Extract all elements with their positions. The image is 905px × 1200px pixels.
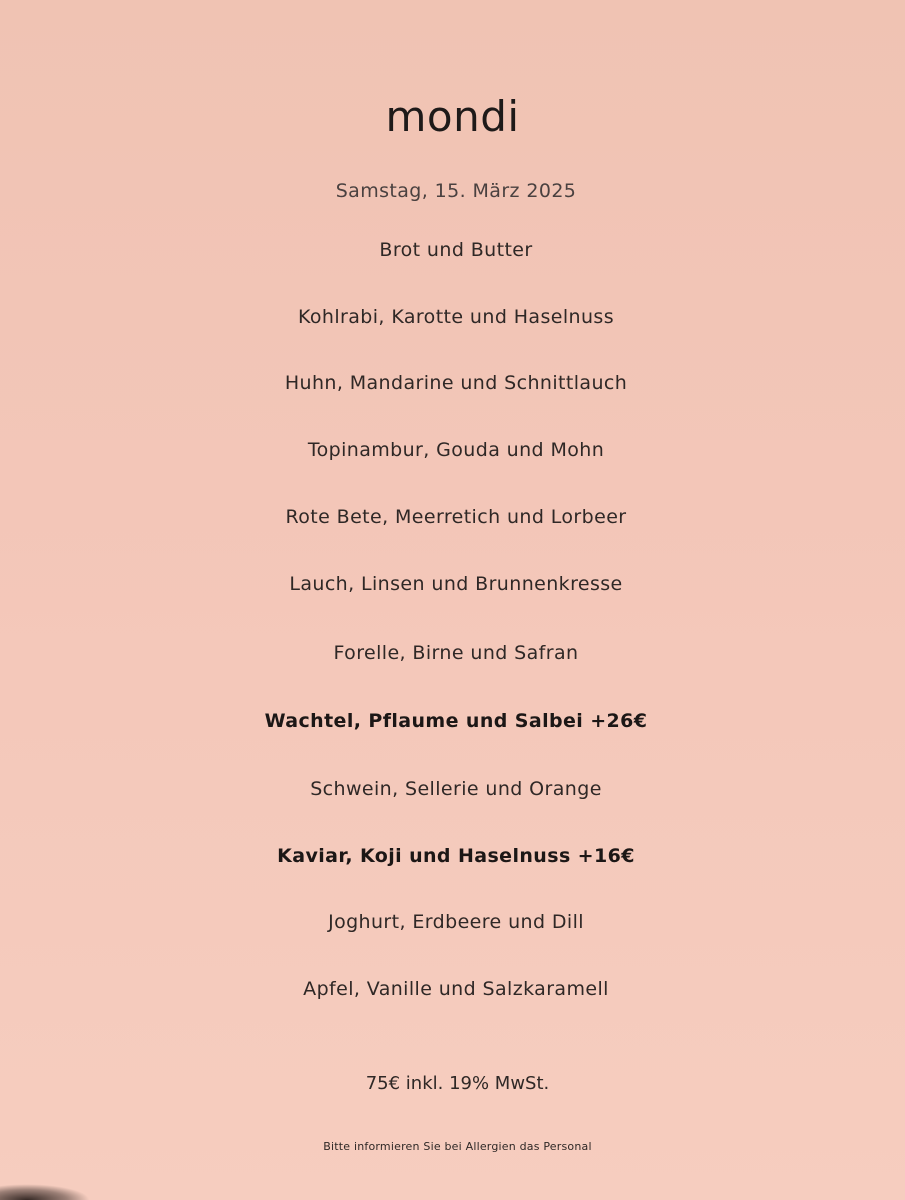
- course-item-supplement: Wachtel, Pflaume und Salbei +26€: [264, 710, 648, 732]
- course-item: Kohlrabi, Karotte und Haselnuss: [297, 306, 614, 328]
- restaurant-name: mondi: [385, 92, 520, 141]
- course-item: Huhn, Mandarine und Schnittlauch: [284, 372, 628, 394]
- course-item: Apfel, Vanille und Salzkaramell: [303, 978, 609, 1000]
- menu-price: 75€ inkl. 19% MwSt.: [365, 1073, 550, 1094]
- corner-shadow: [0, 1184, 90, 1200]
- course-item: Topinambur, Gouda und Mohn: [307, 439, 605, 461]
- course-item: Joghurt, Erdbeere und Dill: [328, 911, 584, 933]
- course-item: Schwein, Sellerie und Orange: [310, 778, 602, 800]
- course-item: Rote Bete, Meerretich und Lorbeer: [285, 506, 627, 528]
- course-item: Forelle, Birne und Safran: [333, 642, 579, 664]
- course-item: Brot und Butter: [379, 239, 533, 261]
- course-item: Lauch, Linsen und Brunnenkresse: [289, 573, 623, 595]
- allergy-note: Bitte informieren Sie bei Allergien das Personal: [323, 1140, 592, 1153]
- menu-date: Samstag, 15. März 2025: [335, 180, 577, 202]
- course-item-supplement: Kaviar, Koji und Haselnuss +16€: [277, 845, 635, 867]
